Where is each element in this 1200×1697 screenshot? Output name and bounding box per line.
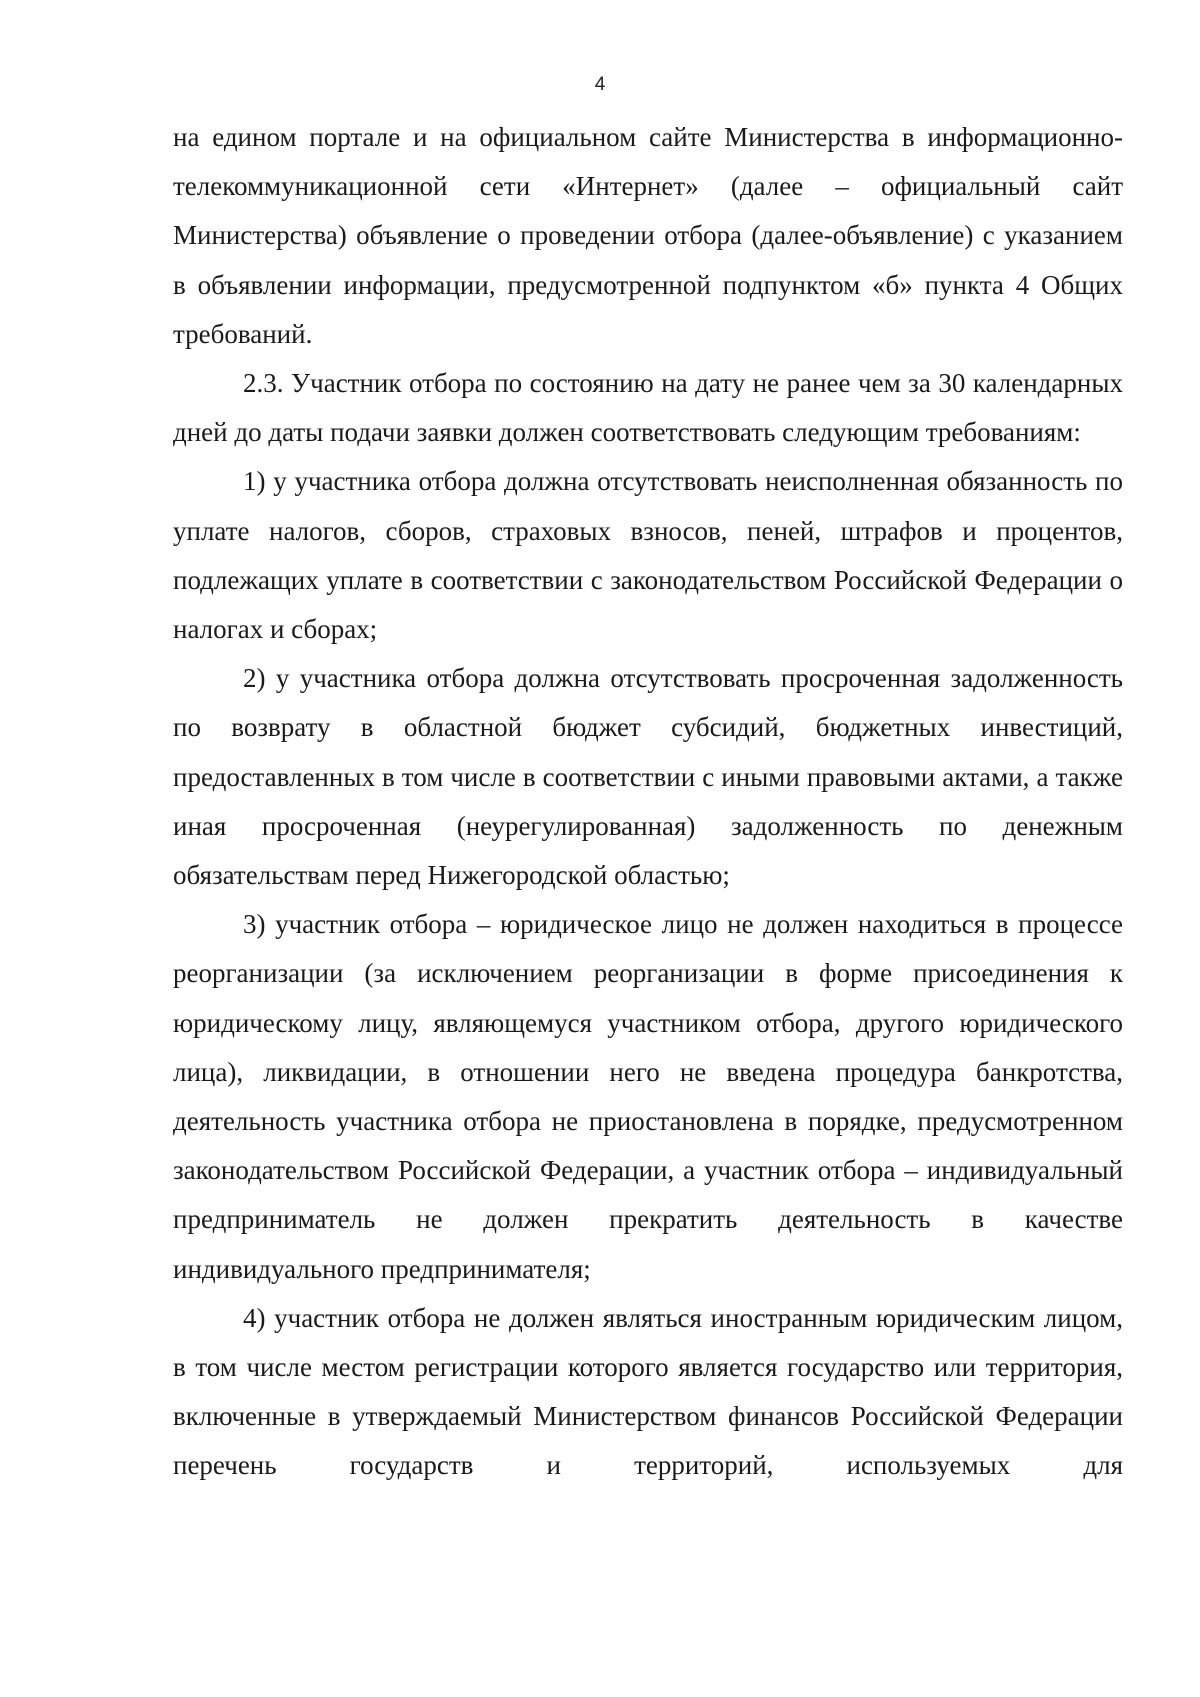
paragraph-requirement-1: 1) у участника отбора должна отсутствовать неисполненная обязанность по уплате налогов, сборов, страховых взносов, пеней, штрафов и процентов, подлежащих уплате в соответствии с законодательством Российской Федерации о налогах и сборах; bbox=[173, 466, 1123, 645]
document-body bbox=[173, 113, 1123, 1491]
paragraph-requirement-2: 2) у участника отбора должна отсутствовать просроченная задолженность по возврату в областной бюджет субсидий, бюджетных инвестиций, предоставленных в том числе в соответствии с иными правовыми актами, а также иная просроченная (неурегулированная) задолженность по денежным обязательствам перед Нижегородской областью; bbox=[173, 663, 1123, 891]
paragraph-requirement-4: 4) участник отбора не должен являться иностранным юридическим лицом, в том числе местом регистрации которого является государство или территория, включенные в утверждаемый Министерством финансов Российской Федерации перечень государств и территорий, используемых для bbox=[173, 1302, 1123, 1481]
paragraph-announcement: на едином портале и на официальном сайте Министерства в информационно-телекоммуникационной сети «Интернет» (далее – официальный сайт Министерства) объявление о проведении отбора (далее-объявление) с указанием в объявлении информации, предусмотренной подпунктом «б» пункта 4 Общих требований. bbox=[173, 122, 1123, 349]
paragraph-section-2-3: 2.3. Участник отбора по состоянию на дату не ранее чем за 30 календарных дней до даты подачи заявки должен соответствовать следующим требованиям: bbox=[173, 368, 1123, 448]
paragraph-requirement-3: 3) участник отбора – юридическое лицо не должен находиться в процессе реорганизации (за исключением реорганизации в форме присоединения к юридическому лицу, являющемуся участником отбора, другого юридического лица), ликвидации, в отношении него не введена процедура банкротства, деятельность участника отбора не приостановлена в порядке, предусмотренном законодательством Российской Федерации, а участник отбора – индивидуальный предприниматель не должен прекратить деятельность в качестве индивидуального предпринимателя; bbox=[173, 909, 1123, 1284]
page-number: 4 bbox=[594, 74, 606, 95]
